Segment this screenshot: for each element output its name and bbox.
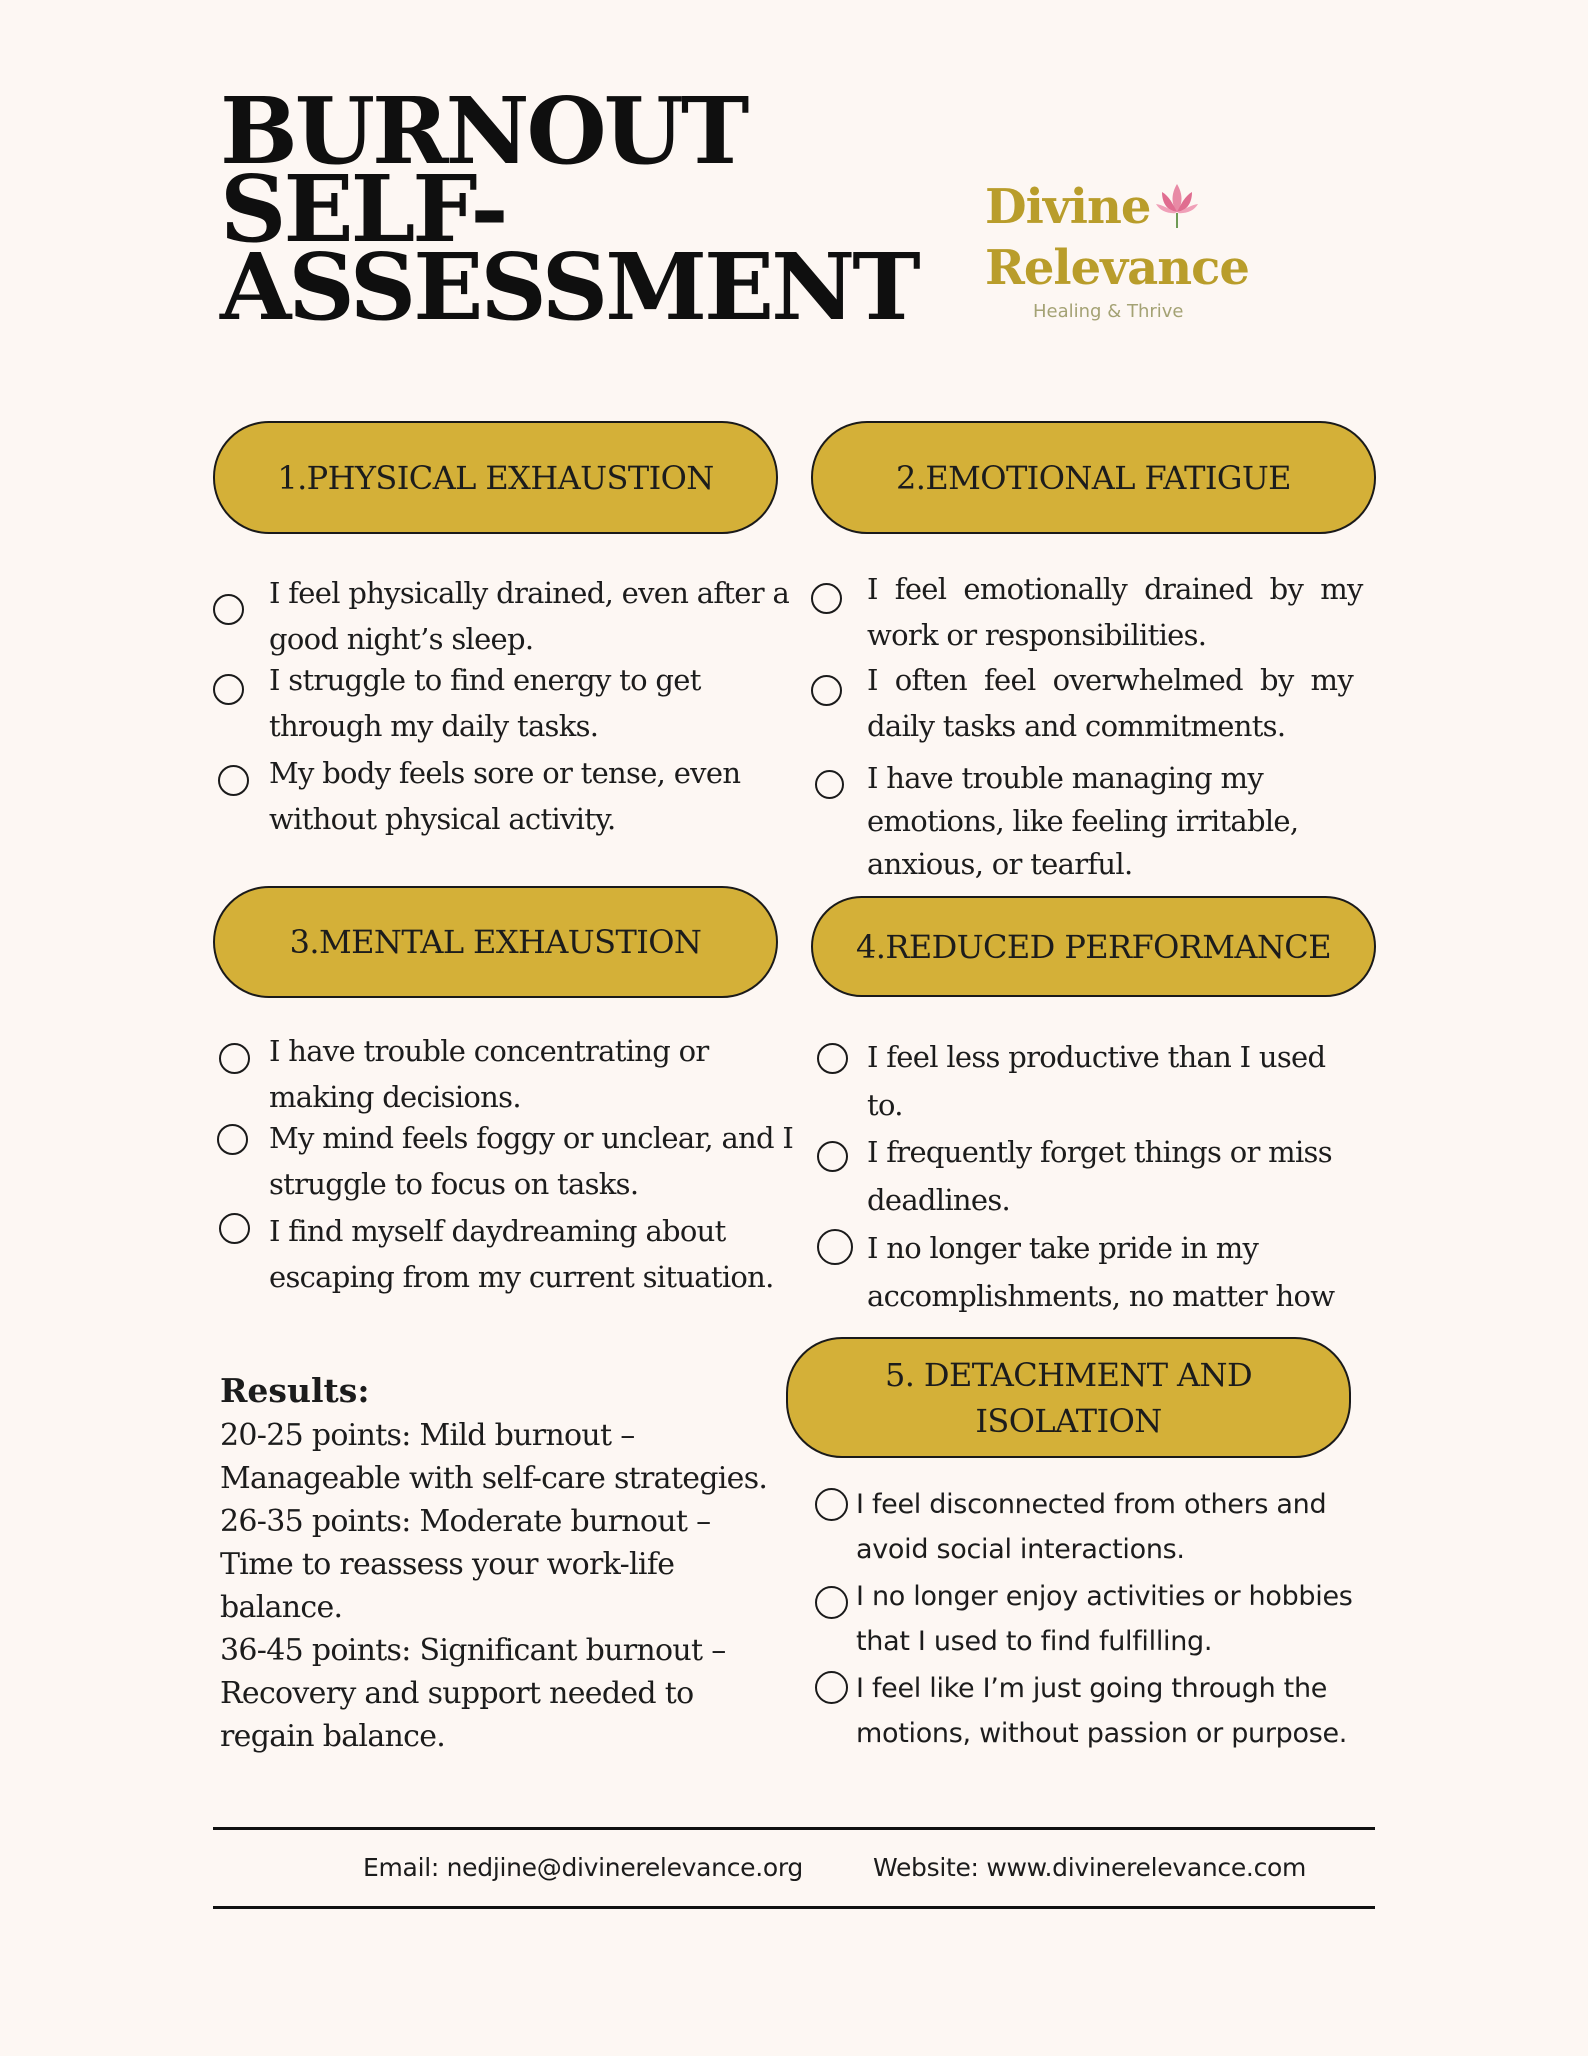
section-heading-emotional-fatigue: 2.EMOTIONAL FATIGUE (811, 421, 1376, 534)
checkbox-circle[interactable] (811, 675, 842, 706)
checkbox-circle[interactable] (817, 1141, 848, 1172)
section-heading-reduced-performance: 4.REDUCED PERFORMANCE (811, 896, 1376, 997)
checkbox-circle[interactable] (213, 674, 244, 705)
item-text: I frequently forget things or miss deadlines. (867, 1135, 1332, 1217)
page-title (220, 77, 918, 341)
checkbox-circle[interactable] (815, 1586, 848, 1619)
logo-line-1: Divine (985, 179, 1151, 235)
results-line: 20-25 points: Mild burnout – (220, 1418, 635, 1453)
item-text: I feel less productive than I used to. (867, 1040, 1326, 1122)
footer-email[interactable]: Email: nedjine@divinerelevance.org (363, 1853, 803, 1882)
item-text: I often feel overwhelmed by my daily tasks and commitments. (867, 663, 1354, 743)
results-heading: Results: (220, 1371, 370, 1410)
results-line: Recovery and support needed to (220, 1676, 694, 1711)
checkbox-circle[interactable] (817, 1229, 853, 1265)
brand-logo (985, 179, 1249, 322)
checkbox-circle[interactable] (817, 1043, 848, 1074)
item-text: I find myself daydreaming about escaping from my current situation. (269, 1214, 774, 1294)
item-text: I have trouble concentrating or making decisions. (269, 1034, 709, 1114)
item-text: I feel like I’m just going through the motions, without passion or purpose. (856, 1673, 1348, 1749)
section-heading-physical-exhaustion: 1.PHYSICAL EXHAUSTION (213, 421, 778, 534)
item-text: I have trouble managing my emotions, like feeling irritable, anxious, or tearful. (867, 761, 1299, 881)
footer-website[interactable]: Website: www.divinerelevance.com (873, 1853, 1307, 1882)
checkbox-circle[interactable] (218, 765, 249, 796)
item-text: My body feels sore or tense, even without physical activity. (269, 756, 741, 836)
item-text: I feel physically drained, even after a good night’s sleep. (269, 576, 790, 656)
results-line: 36-45 points: Significant burnout – (220, 1633, 726, 1668)
item-text: I struggle to find energy to get through my daily tasks. (269, 663, 701, 743)
checkbox-circle[interactable] (217, 1124, 248, 1155)
item-text: I feel emotionally drained by my work or responsibilities. (867, 572, 1363, 652)
logo-tagline: Healing & Thrive (1033, 301, 1184, 322)
checkbox-circle[interactable] (213, 594, 244, 625)
results-panel (220, 1368, 800, 1758)
footer-divider-bottom (213, 1906, 1375, 1909)
section-heading-mental-exhaustion: 3.MENTAL EXHAUSTION (213, 886, 778, 998)
results-line: balance. (220, 1590, 343, 1625)
item-text: I no longer enjoy activities or hobbies that I used to find fulfilling. (856, 1581, 1353, 1657)
results-line: Time to reassess your work-life (220, 1547, 675, 1582)
title-line: ASSESSMENT (220, 233, 918, 341)
checkbox-circle[interactable] (219, 1213, 250, 1244)
results-line: Manageable with self-care strategies. (220, 1461, 768, 1496)
item-text: I no longer take pride in my accomplishments, no matter how (867, 1231, 1335, 1313)
results-line: 26-35 points: Moderate burnout – (220, 1504, 711, 1539)
logo-line-2: Relevance (985, 240, 1249, 296)
item-text: My mind feels foggy or unclear, and I struggle to focus on tasks. (269, 1121, 794, 1201)
checkbox-circle[interactable] (811, 583, 842, 614)
lotus-icon (1154, 180, 1200, 241)
title-line: BURNOUT (220, 77, 747, 185)
footer-divider-top (213, 1827, 1375, 1830)
title-line: SELF- (220, 155, 506, 263)
item-text: I feel disconnected from others and avoid social interactions. (856, 1489, 1327, 1565)
checkbox-circle[interactable] (815, 1671, 848, 1704)
section-heading-detachment-isolation: 5. DETACHMENT AND ISOLATION (786, 1337, 1351, 1458)
checkbox-circle[interactable] (219, 1043, 250, 1074)
results-line: regain balance. (220, 1719, 446, 1754)
checkbox-circle[interactable] (815, 770, 844, 799)
checkbox-circle[interactable] (815, 1488, 848, 1521)
